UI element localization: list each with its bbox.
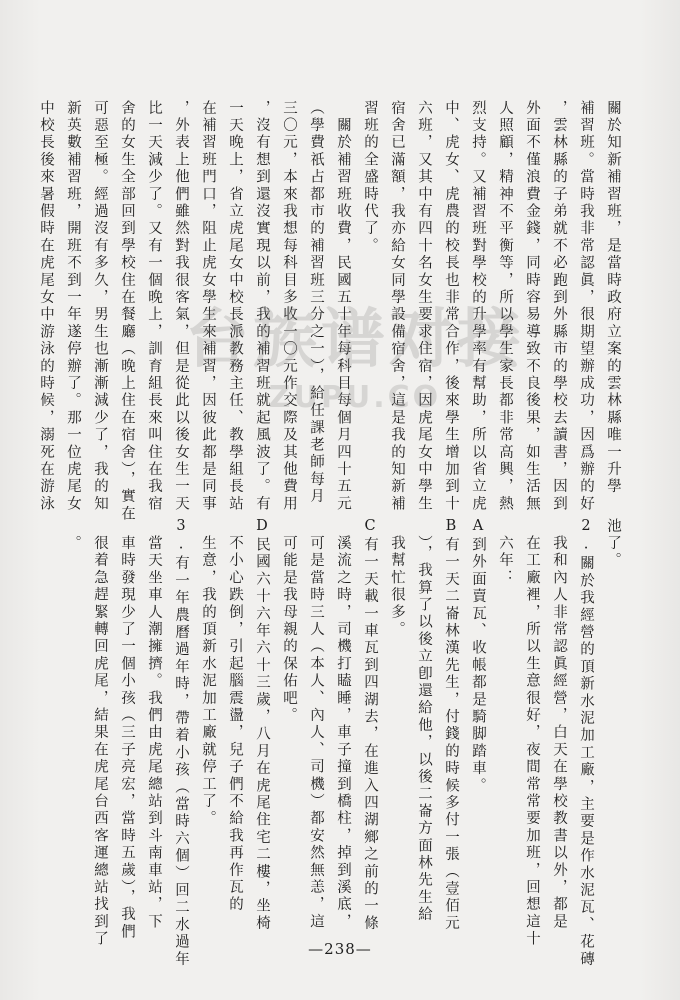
text-column: 3.有一年農曆過年時，帶着小孩（當時六個）回二水過年 xyxy=(173,518,189,969)
text-column: 不小心跌倒，引起腦震盪，兒子們不給我再作瓦的 xyxy=(227,518,243,914)
text-column: 舍的女生全部回到學校住在餐廳（晚上住在宿舍），實在 xyxy=(119,100,135,523)
text-column: 六年： xyxy=(497,518,513,587)
text-column: 池了。 xyxy=(605,518,621,570)
text-column: D民國六十六年六十三歲，八月在虎尾住宅二樓，坐椅 xyxy=(254,518,270,933)
page-number: —238— xyxy=(308,940,372,958)
text-column: 當天坐車人潮擁擠。我們由虎尾總站到斗南車站，下 xyxy=(146,518,162,931)
text-column: 新英數補習班，開班不到一年遂停辦了。那一位虎尾女 xyxy=(65,100,81,513)
text-column: 習班的全盛時代了。 xyxy=(362,100,378,255)
upper-text-block xyxy=(32,100,626,523)
text-column: 比一天減少了。又有一個晚上，訓育組長來叫住在我宿 xyxy=(146,100,162,513)
text-column: 烈支持。又補習班對學校的升學率有幫助，所以省立虎 xyxy=(470,100,486,513)
text-column: 中、虎女、虎農的校長也非常合作，後來學生增加到十 xyxy=(443,100,459,513)
text-column: 六班，又其中有四十名女生要求住宿，因虎尾女中學生 xyxy=(416,100,432,513)
text-column: 。 xyxy=(65,518,81,553)
text-column: 生意，我的頂新水泥加工廠就停工了。 xyxy=(200,518,216,828)
text-column: 我和內人非常認眞經營，白天在學校教書以外，都是 xyxy=(551,518,567,931)
text-column: 外面不僅浪費金錢，同時容易導致不良後果，如生活無 xyxy=(524,100,540,513)
text-column: 關於補習班收費，民國五十年每科目每個月四十五元 xyxy=(335,100,351,513)
text-column: 我幫忙很多。 xyxy=(389,518,405,639)
text-column: A到外面賣瓦、收帳都是騎脚踏車。 xyxy=(470,518,486,795)
text-column: ，沒有想到還沒實現以前，我的補習班就起風波了。有 xyxy=(254,100,270,513)
text-column: 2.關於我經營的頂新水泥加工廠，主要是作水泥瓦、花磚 xyxy=(578,518,594,969)
watermark-latin: ZUPU.CO xyxy=(268,380,442,415)
text-column: 中校長後來暑假時在虎尾女中游泳的時候，溺死在游泳 xyxy=(38,100,54,513)
text-column: 在補習班門口，阻止虎女學生來補習，因彼此都是同事 xyxy=(200,100,216,513)
text-column: 人照顧，精神不平衡等，所以學生家長都非常高興，熱 xyxy=(497,100,513,513)
text-column: 可能是我母親的保佑吧。 xyxy=(281,518,297,725)
text-column: 在工廠裡，所以生意很好，夜間常常要加班，回想這十 xyxy=(524,518,540,948)
text-column: 可是當時三人（本人、內人、司機）都安然無恙，這 xyxy=(308,518,324,931)
text-column: 宿舍已滿額，我亦給女同學設備宿舍，這是我的知新補 xyxy=(389,100,405,513)
text-column: C有一天載一車瓦到四湖去，在進入四湖鄉之前的一條 xyxy=(362,518,378,933)
text-column: 補習班。當時我非常認眞，很期望辦成功，因爲辦的好 xyxy=(578,100,594,513)
text-column: 三〇元，本來我想每科目多收一〇元作交際及其他費用 xyxy=(281,100,297,513)
text-column: （學費祇占都市的補習班三分之一），給任課老師每月 xyxy=(308,100,324,506)
text-column: 溪流之時，司機打瞌睡，車子撞到橋柱，掉到溪底， xyxy=(335,518,351,931)
text-column: B有一天二崙林漢先生，付錢的時候多付一張（壹佰元 xyxy=(443,518,459,933)
text-column: 可惡至極。經過沒有多久，男生也漸漸減少了，我的知 xyxy=(92,100,108,513)
text-column: 一天晚上，省立虎尾女中校長派教務主任、教學組長站 xyxy=(227,100,243,513)
text-column: ），我算了以後立卽還給他，以後二崙方面林先生給 xyxy=(416,518,432,924)
text-column: ，外表上他們雖然對我很客氣，但是從此以後女生一天 xyxy=(173,100,189,513)
text-column: 很着急趕緊轉回虎尾，結果在虎尾台西客運總站找到了 xyxy=(92,518,108,948)
watermark-chinese: 台族谱对接 xyxy=(185,303,525,377)
text-column: 車時發現少了一個小孩（三子亮宏，當時五歲），我們 xyxy=(119,518,135,941)
text-column: 關於知新補習班，是當時政府立案的雲林縣唯一升學 xyxy=(605,100,621,496)
text-column: ，雲林縣的子弟就不必跑到外縣市的學校去讀書，因到 xyxy=(551,100,567,513)
